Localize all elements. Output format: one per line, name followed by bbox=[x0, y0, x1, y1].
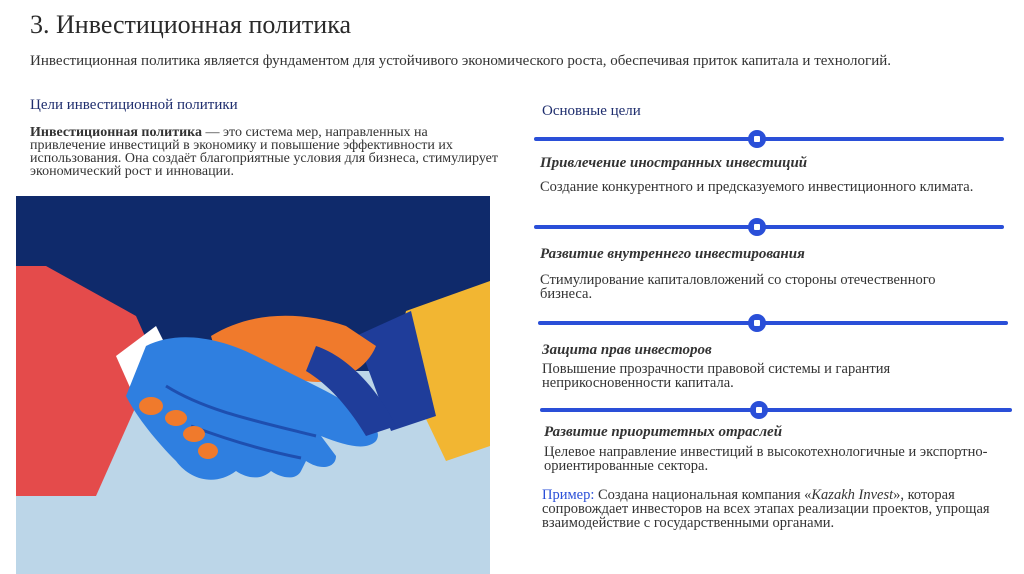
definition-text bbox=[30, 126, 500, 178]
example-text bbox=[542, 488, 992, 530]
goal-4-desc: Целевое направление инвестиций в высокотехнологичные и экспортно-ориентированные сектора. bbox=[544, 444, 988, 474]
example-part-2: », которая сопровождает инвесторов на всех этапах реализации проектов, упрощая взаимодействие с государственными органами. bbox=[542, 487, 990, 531]
handshake-illustration bbox=[16, 196, 490, 574]
goal-marker-1-icon bbox=[748, 130, 766, 148]
example-company: Kazakh Invest bbox=[811, 487, 894, 503]
intro-text: Инвестиционная политика является фундаментом для устойчивого экономического роста, обеспечивая приток капитала и технологий. bbox=[30, 53, 891, 69]
example-part-1: Создана национальная компания « bbox=[594, 487, 812, 503]
goal-3-title: Защита прав инвесторов bbox=[542, 342, 712, 358]
goal-divider-4 bbox=[540, 408, 1012, 412]
goal-marker-2-icon bbox=[748, 218, 766, 236]
definition-body: — это система мер, направленных на привлечение инвестиций в экономику и повышение эффективности их использования. Она создаёт благоприятные условия для бизнеса, стимулирует экономический рост и инновации. bbox=[30, 125, 498, 179]
goal-1-desc: Создание конкурентного и предсказуемого инвестиционного климата. bbox=[540, 179, 974, 195]
definition-term: Инвестиционная политика bbox=[30, 125, 202, 140]
section-heading-goals: Цели инвестиционной политики bbox=[30, 97, 238, 113]
main-goals-heading: Основные цели bbox=[542, 103, 641, 119]
goal-divider-2 bbox=[534, 225, 1004, 229]
example-label: Пример: bbox=[542, 487, 595, 503]
goal-2-title: Развитие внутреннего инвестирования bbox=[540, 246, 805, 262]
goal-marker-3-icon bbox=[748, 314, 766, 332]
slide-title: 3. Инвестиционная политика bbox=[30, 10, 351, 39]
goal-divider-1 bbox=[534, 137, 1004, 141]
goal-1-title: Привлечение иностранных инвестиций bbox=[540, 155, 808, 171]
goal-2-desc: Стимулирование капиталовложений со стороны отечественного бизнеса. bbox=[540, 272, 936, 302]
goal-marker-4-icon bbox=[750, 401, 768, 419]
goal-divider-3 bbox=[538, 321, 1008, 325]
goal-3-desc: Повышение прозрачности правовой системы и гарантия неприкосновенности капитала. bbox=[542, 361, 891, 391]
goal-4-title: Развитие приоритетных отраслей bbox=[544, 424, 783, 440]
